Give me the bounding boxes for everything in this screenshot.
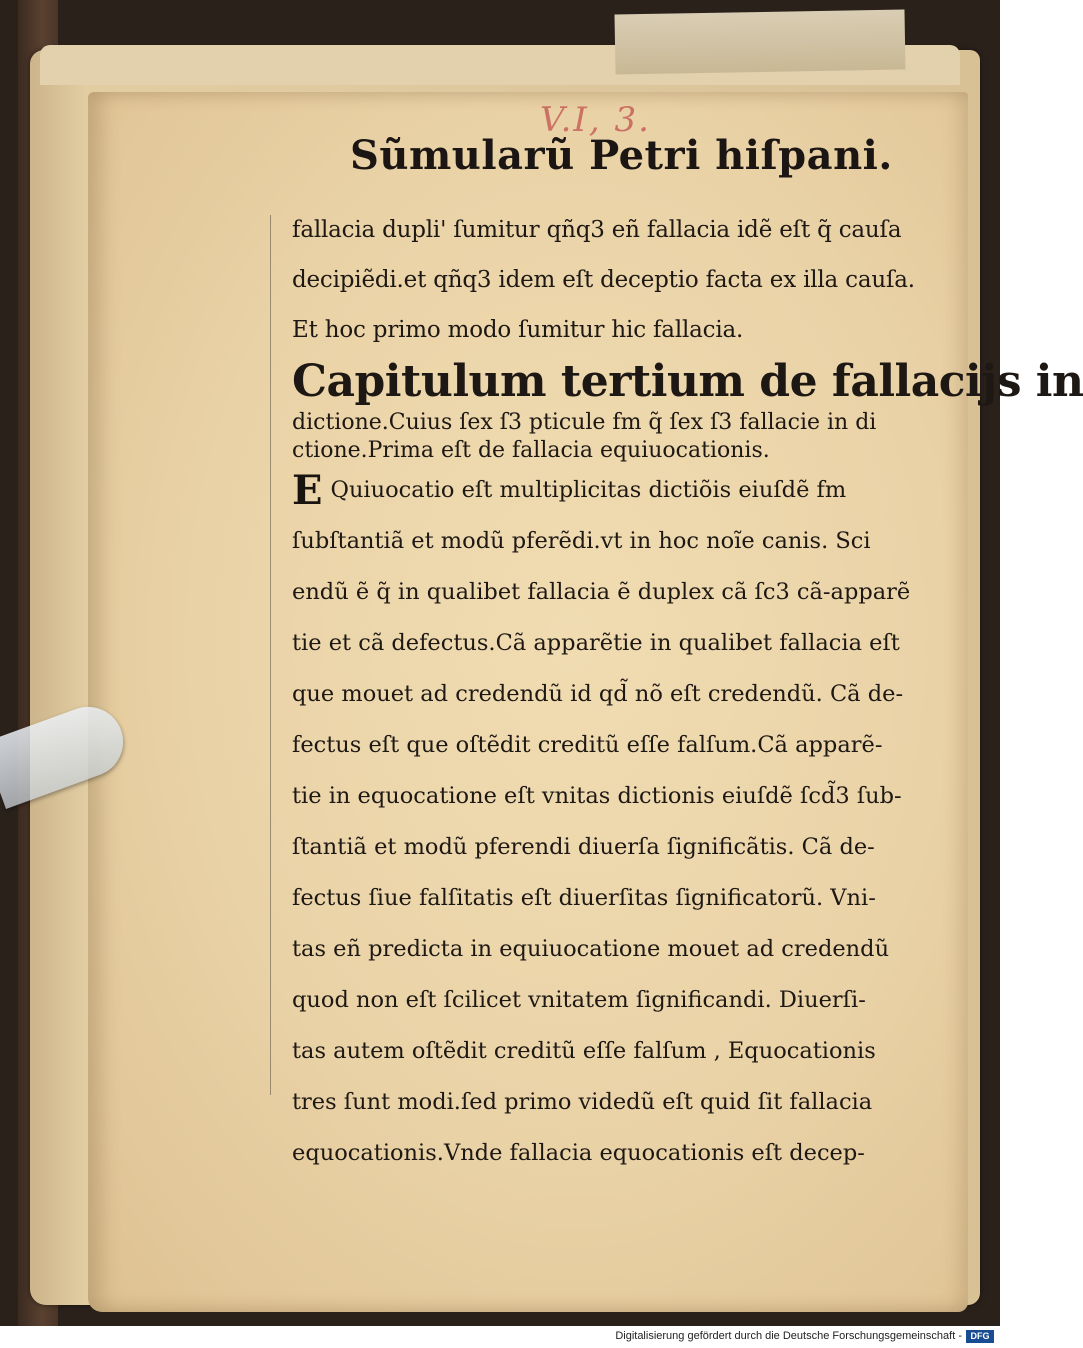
running-head: Sũmularũ Petri hiſpani. <box>350 132 893 179</box>
body-line: tas autem oſtẽdit creditũ eſſe falſum , Equocationis <box>292 1038 876 1064</box>
paper-label <box>614 9 905 74</box>
dfg-logo[interactable]: DFG <box>966 1330 994 1343</box>
text-block <box>292 205 1083 1179</box>
body-line: equocationis.Vnde fallacia equocationis eſt decep- <box>292 1140 865 1166</box>
body-line: fectus eſt que oſtẽdit creditũ eſſe falſum.Cã apparẽ- <box>292 732 883 758</box>
text-line: Et hoc primo modo ſumitur hic fallacia. <box>292 317 744 343</box>
body-line: que mouet ad credendũ id qd̃ nõ eſt credendũ. Cã de- <box>292 681 904 707</box>
text-line: fallacia dupli' ſumitur qñq3 eñ fallacia idẽ eſt q̃ cauſa <box>292 217 902 243</box>
first-body-text: Quiuocatio eſt multiplicitas dictiõis eiuſdẽ fm <box>330 477 847 503</box>
first-body-line <box>292 465 912 516</box>
footer-bar <box>0 1326 1000 1348</box>
funding-credit: Digitalisierung gefördert durch die Deutsche Forschungsgemeinschaft - <box>615 1330 962 1342</box>
body-line: tas eñ predicta in equiuocatione mouet ad credendũ <box>292 936 890 962</box>
margin-rule <box>270 215 271 1095</box>
body-line: tres ſunt modi.ſed primo videdũ eſt quid ſit fallacia <box>292 1089 873 1115</box>
chapter-subheading: dictione.Cuius ſex ſ3 pticule fm q̃ ſex ſ3 fallacie in di <box>292 410 877 435</box>
text-line: decipiẽdi.et qñq3 idem eſt deceptio facta ex illa cauſa. <box>292 267 915 293</box>
body-line: endũ ẽ q̃ in qualibet fallacia ẽ duplex cã ſc3 cã-apparẽ <box>292 579 911 605</box>
body-line: tie in equocatione eſt vnitas dictionis eiuſdẽ ſcd̃3 ſub- <box>292 783 902 809</box>
body-line: quod non eſt ſcilicet vnitatem ſignificandi. Diuerſi- <box>292 987 866 1013</box>
drop-initial: E <box>292 466 323 514</box>
chapter-subheading: ctione.Prima eſt de fallacia equiuocationis. <box>292 438 770 463</box>
body-line: ſubſtantiã et modũ pferẽdi.vt in hoc noĩe canis. Sci <box>292 528 871 554</box>
body-line: tie et cã defectus.Cã apparẽtie in qualibet fallacia eſt <box>292 630 900 656</box>
body-line: ſtantiã et modũ pferendi diuerſa ſignificãtis. Cã de- <box>292 834 875 860</box>
shelf-mark: V.I, 3. <box>540 100 651 140</box>
chapter-heading: Capitulum tertium de fallacijs in <box>292 356 1083 407</box>
body-line: fectus ſiue falſitatis eſt diuerſitas ſignificatorũ. Vni- <box>292 885 876 911</box>
